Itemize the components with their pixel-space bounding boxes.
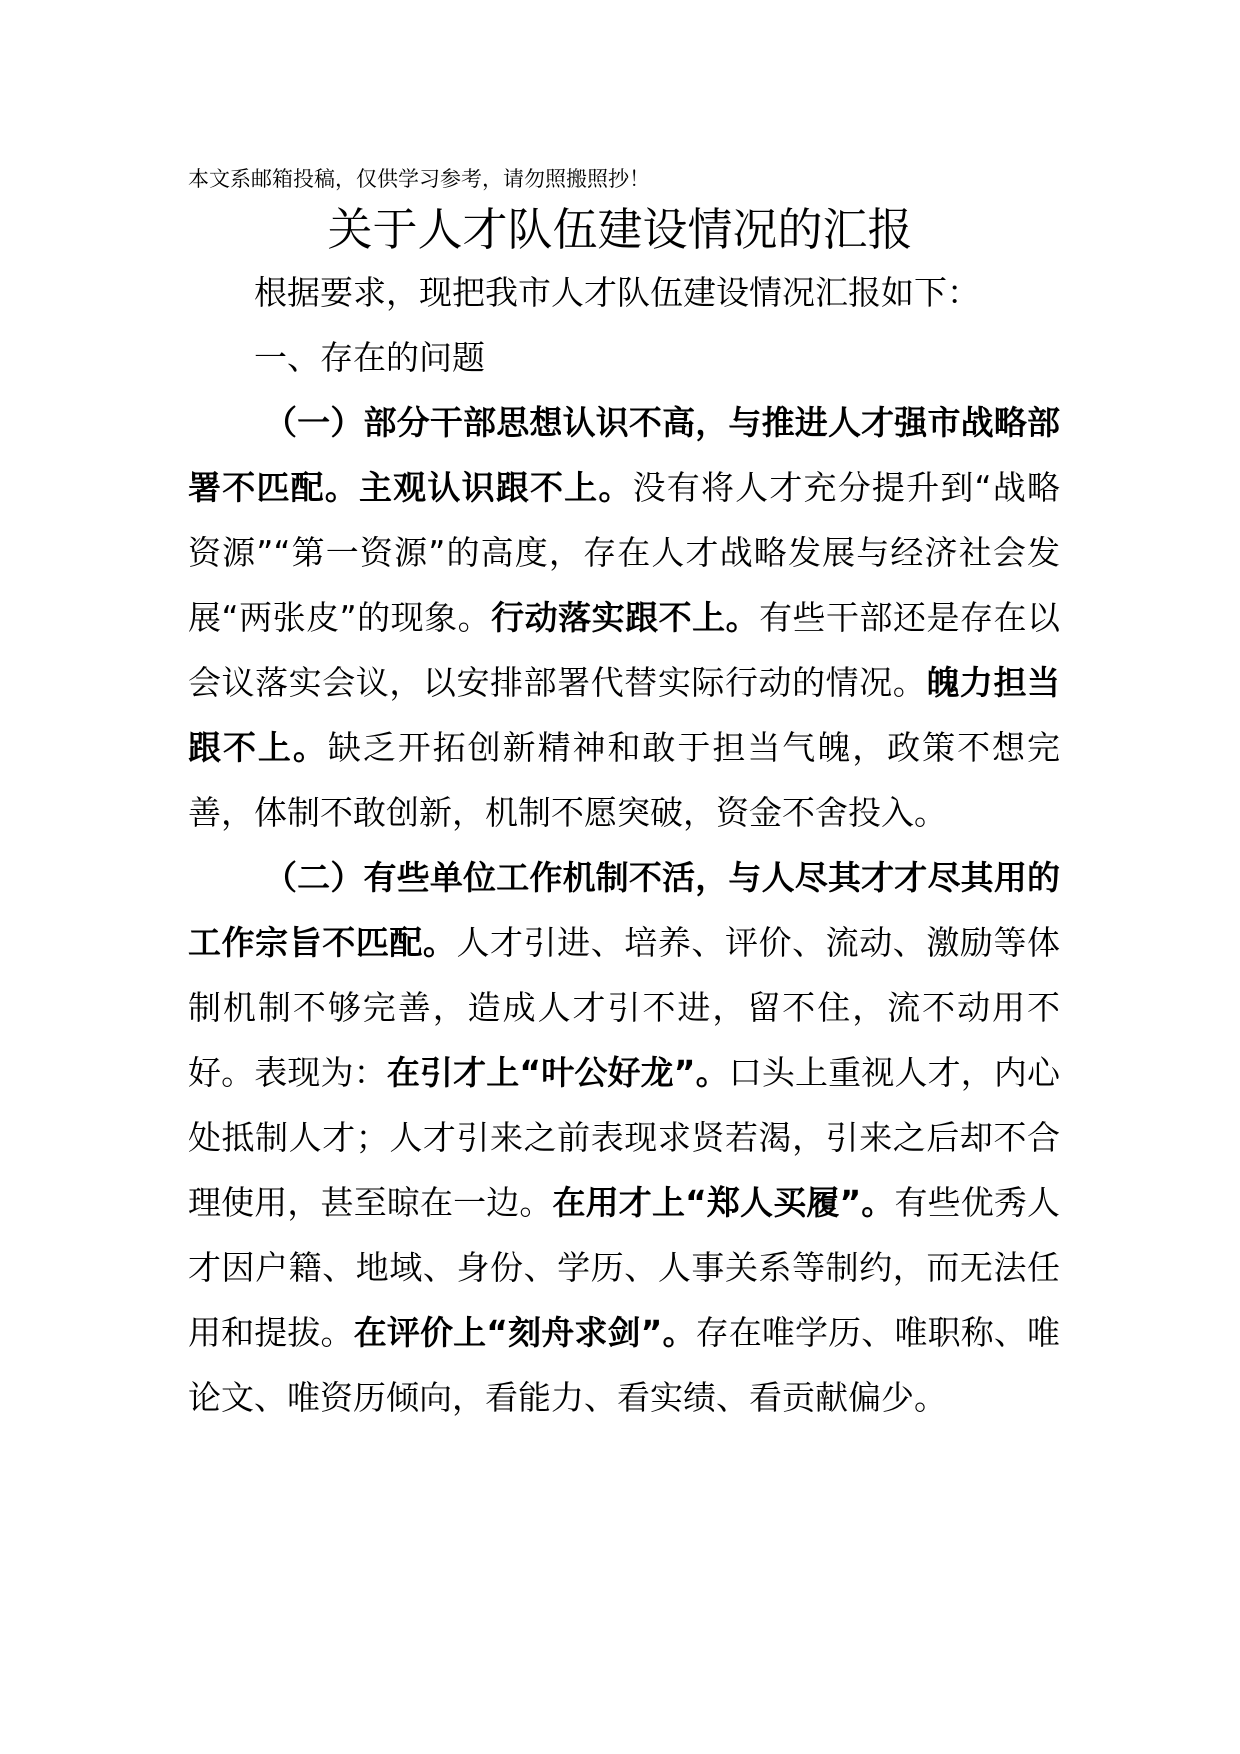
heading-1-text: 一、存在的问题: [254, 338, 485, 377]
document-body: [188, 260, 1060, 1430]
section-2-text-2: 有些优秀人才因户籍、地域、身份、学历、人事关系等制约，而无法任用和提拔。: [188, 1183, 1060, 1352]
section-1-text-2: 有些干部还是存在以会议落实会议，以安排部署代替实际行动的情况。: [188, 598, 1060, 702]
section-1-lead-3: 魄力担当跟不上。: [188, 663, 1061, 767]
section-2-heading: （二）有些单位工作机制不活，与人尽其才才尽其用的工作宗旨不匹配。: [188, 858, 1060, 962]
document-title: 关于人才队伍建设情况的汇报: [327, 203, 913, 256]
section-1-lead-1: 主观认识跟不上。: [358, 468, 633, 507]
section-2-text-0: 人才引进、培养、评价、流动、激励等体制机制不够完善，造成人才引不进，留不住，流不动用不好。表现为：: [188, 923, 1061, 1092]
section-2-lead-1: 在引才上“叶公好龙”。: [386, 1053, 729, 1092]
section-1-paragraph: [188, 390, 1060, 845]
section-1-lead-2: 行动落实跟不上。: [491, 598, 760, 637]
intro-paragraph: [188, 260, 1060, 325]
disclaimer-note: 本文系邮箱投稿，仅供学习参考，请勿照搬照抄！: [188, 167, 650, 191]
section-2-text-1: 口头上重视人才，内心处抵制人才；人才引来之前表现求贤若渴，引来之后却不合理使用，甚至晾在一边。: [188, 1053, 1060, 1222]
section-heading-problems: [188, 325, 1060, 390]
section-2-lead-2: 在用才上“郑人买履”。: [552, 1183, 895, 1222]
intro-text: 根据要求，现把我市人才队伍建设情况汇报如下：: [254, 273, 980, 312]
section-1-text-3: 缺乏开拓创新精神和敢于担当气魄，政策不想完善，体制不敢创新，机制不愿突破，资金不舍投入。: [188, 728, 1061, 832]
section-2-text-3: 存在唯学历、唯职称、唯论文、唯资历倾向，看能力、看实绩、看贡献偏少。: [188, 1313, 1060, 1417]
section-2-paragraph: [188, 845, 1060, 1430]
section-2-lead-3: 在评价上“刻舟求剑”。: [353, 1313, 696, 1352]
section-1-text-1: 没有将人才充分提升到“战略资源”“第一资源”的高度，存在人才战略发展与经济社会发展“两张皮”的现象。: [188, 468, 1061, 637]
section-1-heading: （一）部分干部思想认识不高，与推进人才强市战略部署不匹配。: [188, 403, 1060, 507]
